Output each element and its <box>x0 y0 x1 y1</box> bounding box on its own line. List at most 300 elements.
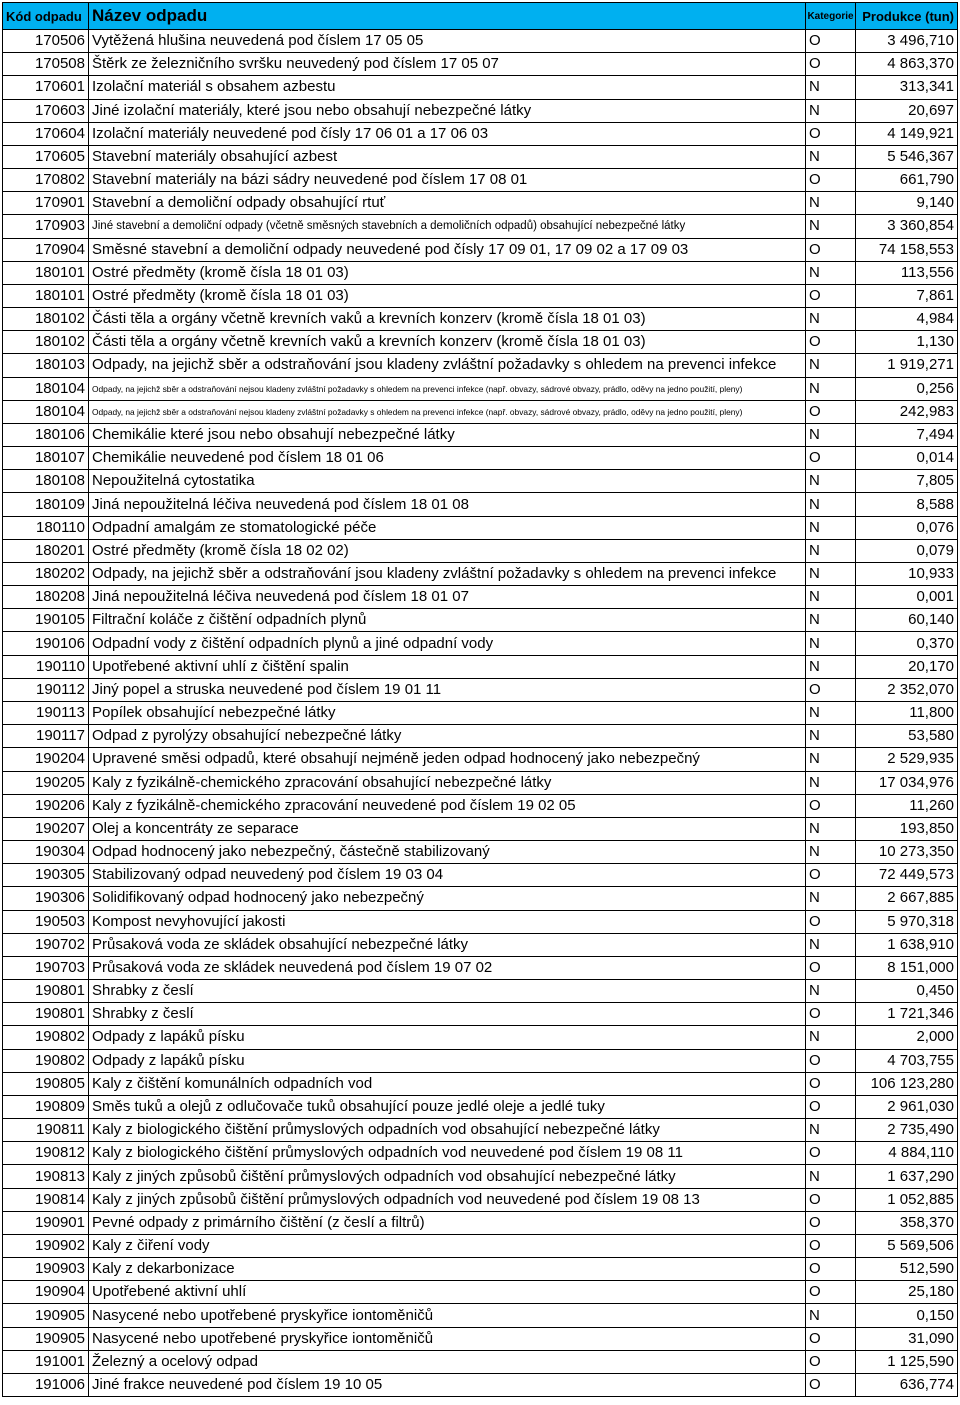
category-cell: N <box>806 771 856 794</box>
table-row <box>3 1165 958 1188</box>
category-cell: O <box>806 1142 856 1165</box>
category-cell: N <box>806 493 856 516</box>
waste-code-cell: 190105 <box>3 609 89 632</box>
waste-code-cell: 190902 <box>3 1234 89 1257</box>
waste-name-cell: Odpady z lapáků písku <box>89 1026 806 1049</box>
waste-name-cell: Směsné stavební a demoliční odpady neuvedené pod čísly 17 09 01, 17 09 02 a 17 09 03 <box>89 238 806 261</box>
waste-code-cell: 190905 <box>3 1327 89 1350</box>
waste-name-cell: Odpady, na jejichž sběr a odstraňování nejsou kladeny zvláštní požadavky s ohledem na prevenci infekce (např. obvazy, sádrové obvazy, prádlo, oděvy na jedno použití, pleny) <box>89 377 806 400</box>
production-cell: 1 052,885 <box>856 1188 958 1211</box>
table-row <box>3 354 958 377</box>
header-name: Název odpadu <box>89 3 806 30</box>
waste-name-cell: Štěrk ze železničního svršku neuvedený pod číslem 17 05 07 <box>89 53 806 76</box>
waste-name-cell: Olej a koncentráty ze separace <box>89 817 806 840</box>
waste-name-cell: Odpady, na jejichž sběr a odstraňování jsou kladeny zvláštní požadavky s ohledem na prevenci infekce <box>89 354 806 377</box>
waste-name-cell: Kaly z jiných způsobů čištění průmyslových odpadních vod neuvedené pod číslem 19 08 13 <box>89 1188 806 1211</box>
waste-code-cell: 190304 <box>3 841 89 864</box>
production-cell: 242,983 <box>856 400 958 423</box>
waste-name-cell: Směs tuků a olejů z odlučovače tuků obsahující pouze jedlé oleje a jedlé tuky <box>89 1095 806 1118</box>
production-cell: 661,790 <box>856 169 958 192</box>
waste-name-cell: Nepoužitelná cytostatika <box>89 470 806 493</box>
table-header <box>3 3 958 30</box>
waste-code-cell: 170903 <box>3 215 89 238</box>
table-row <box>3 53 958 76</box>
production-cell: 17 034,976 <box>856 771 958 794</box>
table-row <box>3 423 958 446</box>
category-cell: N <box>806 980 856 1003</box>
category-cell: O <box>806 1327 856 1350</box>
waste-name-cell: Stavební a demoliční odpady obsahující rtuť <box>89 192 806 215</box>
waste-name-cell: Odpady z lapáků písku <box>89 1049 806 1072</box>
waste-name-cell: Chemikálie které jsou nebo obsahují nebezpečné látky <box>89 423 806 446</box>
category-cell: N <box>806 609 856 632</box>
waste-code-cell: 180101 <box>3 284 89 307</box>
table-row <box>3 887 958 910</box>
waste-code-cell: 180110 <box>3 516 89 539</box>
category-cell: O <box>806 1258 856 1281</box>
category-cell: N <box>806 470 856 493</box>
waste-code-cell: 190809 <box>3 1095 89 1118</box>
waste-name-cell: Shrabky z česlí <box>89 980 806 1003</box>
waste-code-cell: 191006 <box>3 1373 89 1396</box>
waste-name-cell: Pevné odpady z primárního čištění (z česlí a filtrů) <box>89 1211 806 1234</box>
header-production: Produkce (tun) <box>856 3 958 30</box>
waste-code-cell: 180208 <box>3 586 89 609</box>
waste-code-cell: 180102 <box>3 308 89 331</box>
table-row <box>3 864 958 887</box>
table-row <box>3 586 958 609</box>
waste-name-cell: Železný a ocelový odpad <box>89 1350 806 1373</box>
waste-code-cell: 180102 <box>3 331 89 354</box>
waste-code-cell: 170605 <box>3 145 89 168</box>
production-cell: 0,076 <box>856 516 958 539</box>
category-cell: N <box>806 308 856 331</box>
production-cell: 10 273,350 <box>856 841 958 864</box>
waste-code-cell: 180104 <box>3 377 89 400</box>
category-cell: N <box>806 539 856 562</box>
category-cell: O <box>806 238 856 261</box>
waste-name-cell: Jiná nepoužitelná léčiva neuvedená pod číslem 18 01 08 <box>89 493 806 516</box>
category-cell: O <box>806 1373 856 1396</box>
waste-name-cell: Jiné stavební a demoliční odpady (včetně směsných stavebních a demoličních odpadů) obsahující nebezpečné látky <box>89 215 806 238</box>
production-cell: 7,861 <box>856 284 958 307</box>
table-row <box>3 1211 958 1234</box>
waste-name-cell: Odpadní amalgám ze stomatologické péče <box>89 516 806 539</box>
table-row <box>3 169 958 192</box>
waste-name-cell: Upravené směsi odpadů, které obsahují nejméně jeden odpad hodnocený jako nebezpečný <box>89 748 806 771</box>
production-cell: 11,260 <box>856 794 958 817</box>
table-row <box>3 145 958 168</box>
waste-code-cell: 190702 <box>3 933 89 956</box>
production-cell: 4 149,921 <box>856 122 958 145</box>
production-cell: 2 352,070 <box>856 678 958 701</box>
production-cell: 10,933 <box>856 562 958 585</box>
category-cell: O <box>806 1072 856 1095</box>
waste-code-cell: 180109 <box>3 493 89 516</box>
production-cell: 1 919,271 <box>856 354 958 377</box>
waste-name-cell: Kaly z biologického čištění průmyslových odpadních vod neuvedené pod číslem 19 08 11 <box>89 1142 806 1165</box>
waste-name-cell: Solidifikovaný odpad hodnocený jako nebezpečný <box>89 887 806 910</box>
waste-name-cell: Izolační materiál s obsahem azbestu <box>89 76 806 99</box>
waste-code-cell: 190207 <box>3 817 89 840</box>
category-cell: N <box>806 354 856 377</box>
category-cell: O <box>806 1281 856 1304</box>
category-cell: O <box>806 910 856 933</box>
table-row <box>3 748 958 771</box>
waste-name-cell: Kaly z fyzikálně-chemického zpracování neuvedené pod číslem 19 02 05 <box>89 794 806 817</box>
production-cell: 636,774 <box>856 1373 958 1396</box>
table-row <box>3 308 958 331</box>
waste-name-cell: Části těla a orgány včetně krevních vaků a krevních konzerv (kromě čísla 18 01 03) <box>89 331 806 354</box>
category-cell: N <box>806 1165 856 1188</box>
production-cell: 3 360,854 <box>856 215 958 238</box>
waste-code-cell: 170601 <box>3 76 89 99</box>
production-cell: 5 546,367 <box>856 145 958 168</box>
production-cell: 1 637,290 <box>856 1165 958 1188</box>
waste-name-cell: Odpady, na jejichž sběr a odstraňování jsou kladeny zvláštní požadavky s ohledem na prevenci infekce <box>89 562 806 585</box>
table-row <box>3 1350 958 1373</box>
category-cell: N <box>806 586 856 609</box>
production-cell: 72 449,573 <box>856 864 958 887</box>
production-cell: 512,590 <box>856 1258 958 1281</box>
category-cell: N <box>806 701 856 724</box>
production-cell: 20,170 <box>856 655 958 678</box>
production-cell: 1 125,590 <box>856 1350 958 1373</box>
waste-name-cell: Nasycené nebo upotřebené pryskyřice iontoměničů <box>89 1304 806 1327</box>
category-cell: N <box>806 655 856 678</box>
waste-code-cell: 190305 <box>3 864 89 887</box>
table-row <box>3 470 958 493</box>
category-cell: O <box>806 447 856 470</box>
category-cell: N <box>806 423 856 446</box>
waste-code-cell: 170508 <box>3 53 89 76</box>
table-row <box>3 1258 958 1281</box>
production-cell: 113,556 <box>856 261 958 284</box>
waste-code-cell: 190703 <box>3 956 89 979</box>
waste-name-cell: Kaly z biologického čištění průmyslových odpadních vod obsahující nebezpečné látky <box>89 1119 806 1142</box>
waste-code-cell: 180108 <box>3 470 89 493</box>
table-row <box>3 1281 958 1304</box>
category-cell: N <box>806 215 856 238</box>
waste-name-cell: Stavební materiály na bázi sádry neuvedené pod číslem 17 08 01 <box>89 169 806 192</box>
table-row <box>3 1003 958 1026</box>
category-cell: O <box>806 122 856 145</box>
production-cell: 0,450 <box>856 980 958 1003</box>
production-cell: 0,150 <box>856 1304 958 1327</box>
waste-name-cell: Shrabky z česlí <box>89 1003 806 1026</box>
production-cell: 25,180 <box>856 1281 958 1304</box>
production-cell: 2,000 <box>856 1026 958 1049</box>
waste-code-cell: 190106 <box>3 632 89 655</box>
waste-code-cell: 190904 <box>3 1281 89 1304</box>
waste-code-cell: 190204 <box>3 748 89 771</box>
category-cell: O <box>806 53 856 76</box>
waste-name-cell: Ostré předměty (kromě čísla 18 02 02) <box>89 539 806 562</box>
production-cell: 8 151,000 <box>856 956 958 979</box>
table-row <box>3 841 958 864</box>
header-row <box>3 3 958 30</box>
category-cell: O <box>806 794 856 817</box>
production-cell: 4 703,755 <box>856 1049 958 1072</box>
production-cell: 11,800 <box>856 701 958 724</box>
category-cell: O <box>806 1188 856 1211</box>
table-row <box>3 539 958 562</box>
category-cell: N <box>806 1026 856 1049</box>
waste-code-cell: 190110 <box>3 655 89 678</box>
table-row <box>3 771 958 794</box>
waste-name-cell: Vytěžená hlušina neuvedená pod číslem 17 05 05 <box>89 30 806 53</box>
table-row <box>3 980 958 1003</box>
category-cell: O <box>806 284 856 307</box>
category-cell: N <box>806 632 856 655</box>
table-row <box>3 1049 958 1072</box>
table-row <box>3 910 958 933</box>
waste-code-cell: 170904 <box>3 238 89 261</box>
table-row <box>3 76 958 99</box>
waste-name-cell: Ostré předměty (kromě čísla 18 01 03) <box>89 284 806 307</box>
waste-name-cell: Průsaková voda ze skládek neuvedená pod číslem 19 07 02 <box>89 956 806 979</box>
waste-code-cell: 180202 <box>3 562 89 585</box>
production-cell: 2 529,935 <box>856 748 958 771</box>
waste-code-cell: 170603 <box>3 99 89 122</box>
category-cell: O <box>806 1003 856 1026</box>
category-cell: O <box>806 400 856 423</box>
production-cell: 1 638,910 <box>856 933 958 956</box>
table-row <box>3 1026 958 1049</box>
category-cell: N <box>806 817 856 840</box>
table-row <box>3 956 958 979</box>
production-cell: 0,001 <box>856 586 958 609</box>
table-row <box>3 655 958 678</box>
table-row <box>3 1304 958 1327</box>
production-cell: 7,805 <box>856 470 958 493</box>
waste-name-cell: Kaly z fyzikálně-chemického zpracování obsahující nebezpečné látky <box>89 771 806 794</box>
waste-name-cell: Stabilizovaný odpad neuvedený pod číslem 19 03 04 <box>89 864 806 887</box>
waste-code-cell: 190802 <box>3 1026 89 1049</box>
category-cell: O <box>806 30 856 53</box>
waste-name-cell: Kaly z čištění komunálních odpadních vod <box>89 1072 806 1095</box>
header-code: Kód odpadu <box>3 3 89 30</box>
waste-name-cell: Kaly z čiření vody <box>89 1234 806 1257</box>
waste-name-cell: Upotřebené aktivní uhlí z čištění spalin <box>89 655 806 678</box>
category-cell: N <box>806 99 856 122</box>
waste-code-cell: 190813 <box>3 1165 89 1188</box>
waste-name-cell: Části těla a orgány včetně krevních vaků a krevních konzerv (kromě čísla 18 01 03) <box>89 308 806 331</box>
waste-name-cell: Kompost nevyhovující jakosti <box>89 910 806 933</box>
waste-code-cell: 190117 <box>3 725 89 748</box>
waste-code-cell: 190205 <box>3 771 89 794</box>
production-cell: 4 863,370 <box>856 53 958 76</box>
category-cell: N <box>806 725 856 748</box>
production-cell: 1 721,346 <box>856 1003 958 1026</box>
waste-code-cell: 180201 <box>3 539 89 562</box>
waste-code-cell: 190801 <box>3 1003 89 1026</box>
production-cell: 5 569,506 <box>856 1234 958 1257</box>
category-cell: N <box>806 748 856 771</box>
table-row <box>3 817 958 840</box>
production-cell: 74 158,553 <box>856 238 958 261</box>
production-cell: 2 735,490 <box>856 1119 958 1142</box>
production-cell: 106 123,280 <box>856 1072 958 1095</box>
production-cell: 2 961,030 <box>856 1095 958 1118</box>
category-cell: N <box>806 145 856 168</box>
table-row <box>3 99 958 122</box>
production-cell: 358,370 <box>856 1211 958 1234</box>
waste-name-cell: Nasycené nebo upotřebené pryskyřice iontoměničů <box>89 1327 806 1350</box>
waste-name-cell: Jiné izolační materiály, které jsou nebo obsahují nebezpečné látky <box>89 99 806 122</box>
production-cell: 0,370 <box>856 632 958 655</box>
category-cell: O <box>806 169 856 192</box>
table-row <box>3 1119 958 1142</box>
category-cell: N <box>806 516 856 539</box>
category-cell: N <box>806 562 856 585</box>
production-cell: 0,014 <box>856 447 958 470</box>
waste-name-cell: Kaly z jiných způsobů čištění průmyslových odpadních vod obsahující nebezpečné látky <box>89 1165 806 1188</box>
category-cell: N <box>806 1119 856 1142</box>
category-cell: O <box>806 956 856 979</box>
production-cell: 193,850 <box>856 817 958 840</box>
table-row <box>3 1095 958 1118</box>
waste-code-cell: 190802 <box>3 1049 89 1072</box>
waste-code-cell: 190905 <box>3 1304 89 1327</box>
table-row <box>3 1373 958 1396</box>
waste-code-cell: 170901 <box>3 192 89 215</box>
waste-code-cell: 180101 <box>3 261 89 284</box>
waste-name-cell: Popílek obsahující nebezpečné látky <box>89 701 806 724</box>
table-row <box>3 377 958 400</box>
waste-code-cell: 190503 <box>3 910 89 933</box>
table-row <box>3 122 958 145</box>
waste-name-cell: Odpady, na jejichž sběr a odstraňování nejsou kladeny zvláštní požadavky s ohledem na prevenci infekce (např. obvazy, sádrové obvazy, prádlo, oděvy na jedno použití, pleny) <box>89 400 806 423</box>
table-row <box>3 678 958 701</box>
waste-name-cell: Kaly z dekarbonizace <box>89 1258 806 1281</box>
table-row <box>3 331 958 354</box>
table-row <box>3 1072 958 1095</box>
category-cell: N <box>806 841 856 864</box>
production-cell: 60,140 <box>856 609 958 632</box>
category-cell: O <box>806 678 856 701</box>
waste-code-cell: 180103 <box>3 354 89 377</box>
waste-code-cell: 170604 <box>3 122 89 145</box>
production-cell: 20,697 <box>856 99 958 122</box>
production-cell: 8,588 <box>856 493 958 516</box>
table-row <box>3 725 958 748</box>
waste-code-cell: 190811 <box>3 1119 89 1142</box>
category-cell: N <box>806 1304 856 1327</box>
waste-name-cell: Jiné frakce neuvedené pod číslem 19 10 05 <box>89 1373 806 1396</box>
production-cell: 7,494 <box>856 423 958 446</box>
table-body <box>3 30 958 1397</box>
production-cell: 313,341 <box>856 76 958 99</box>
category-cell: N <box>806 933 856 956</box>
waste-code-cell: 180104 <box>3 400 89 423</box>
waste-name-cell: Filtrační koláče z čištění odpadních plynů <box>89 609 806 632</box>
table-row <box>3 794 958 817</box>
waste-name-cell: Jiný popel a struska neuvedené pod číslem 19 01 11 <box>89 678 806 701</box>
table-row <box>3 447 958 470</box>
production-cell: 2 667,885 <box>856 887 958 910</box>
category-cell: O <box>806 1211 856 1234</box>
table-row <box>3 1188 958 1211</box>
category-cell: N <box>806 261 856 284</box>
waste-code-cell: 190903 <box>3 1258 89 1281</box>
table-row <box>3 1327 958 1350</box>
waste-name-cell: Upotřebené aktivní uhlí <box>89 1281 806 1304</box>
category-cell: N <box>806 192 856 215</box>
table-row <box>3 933 958 956</box>
production-cell: 3 496,710 <box>856 30 958 53</box>
table-row <box>3 1142 958 1165</box>
waste-table <box>2 2 958 1397</box>
category-cell: N <box>806 887 856 910</box>
waste-name-cell: Ostré předměty (kromě čísla 18 01 03) <box>89 261 806 284</box>
waste-name-cell: Stavební materiály obsahující azbest <box>89 145 806 168</box>
waste-code-cell: 190306 <box>3 887 89 910</box>
table-row <box>3 30 958 53</box>
waste-code-cell: 190814 <box>3 1188 89 1211</box>
table-row <box>3 609 958 632</box>
table-row <box>3 562 958 585</box>
waste-name-cell: Odpad z pyrolýzy obsahující nebezpečné látky <box>89 725 806 748</box>
table-row <box>3 701 958 724</box>
table-row <box>3 284 958 307</box>
waste-name-cell: Průsaková voda ze skládek obsahující nebezpečné látky <box>89 933 806 956</box>
waste-name-cell: Odpadní vody z čištění odpadních plynů a jiné odpadní vody <box>89 632 806 655</box>
production-cell: 4,984 <box>856 308 958 331</box>
category-cell: O <box>806 1049 856 1072</box>
waste-name-cell: Jiná nepoužitelná léčiva neuvedená pod číslem 18 01 07 <box>89 586 806 609</box>
waste-code-cell: 190812 <box>3 1142 89 1165</box>
category-cell: N <box>806 377 856 400</box>
production-cell: 9,140 <box>856 192 958 215</box>
waste-code-cell: 191001 <box>3 1350 89 1373</box>
table-row <box>3 400 958 423</box>
production-cell: 0,256 <box>856 377 958 400</box>
waste-code-cell: 190113 <box>3 701 89 724</box>
category-cell: O <box>806 331 856 354</box>
table-row <box>3 215 958 238</box>
table-row <box>3 192 958 215</box>
waste-code-cell: 190901 <box>3 1211 89 1234</box>
production-cell: 31,090 <box>856 1327 958 1350</box>
waste-name-cell: Odpad hodnocený jako nebezpečný, částečně stabilizovaný <box>89 841 806 864</box>
table-row <box>3 238 958 261</box>
category-cell: O <box>806 1350 856 1373</box>
production-cell: 53,580 <box>856 725 958 748</box>
table-row <box>3 632 958 655</box>
category-cell: O <box>806 1095 856 1118</box>
production-cell: 1,130 <box>856 331 958 354</box>
waste-name-cell: Izolační materiály neuvedené pod čísly 17 06 01 a 17 06 03 <box>89 122 806 145</box>
table-row <box>3 516 958 539</box>
production-cell: 0,079 <box>856 539 958 562</box>
waste-code-cell: 190805 <box>3 1072 89 1095</box>
waste-code-cell: 180106 <box>3 423 89 446</box>
production-cell: 5 970,318 <box>856 910 958 933</box>
category-cell: O <box>806 864 856 887</box>
table-row <box>3 493 958 516</box>
waste-code-cell: 190112 <box>3 678 89 701</box>
waste-code-cell: 170506 <box>3 30 89 53</box>
waste-code-cell: 170802 <box>3 169 89 192</box>
table-row <box>3 1234 958 1257</box>
category-cell: N <box>806 76 856 99</box>
category-cell: O <box>806 1234 856 1257</box>
waste-code-cell: 190206 <box>3 794 89 817</box>
waste-code-cell: 190801 <box>3 980 89 1003</box>
production-cell: 4 884,110 <box>856 1142 958 1165</box>
waste-code-cell: 180107 <box>3 447 89 470</box>
